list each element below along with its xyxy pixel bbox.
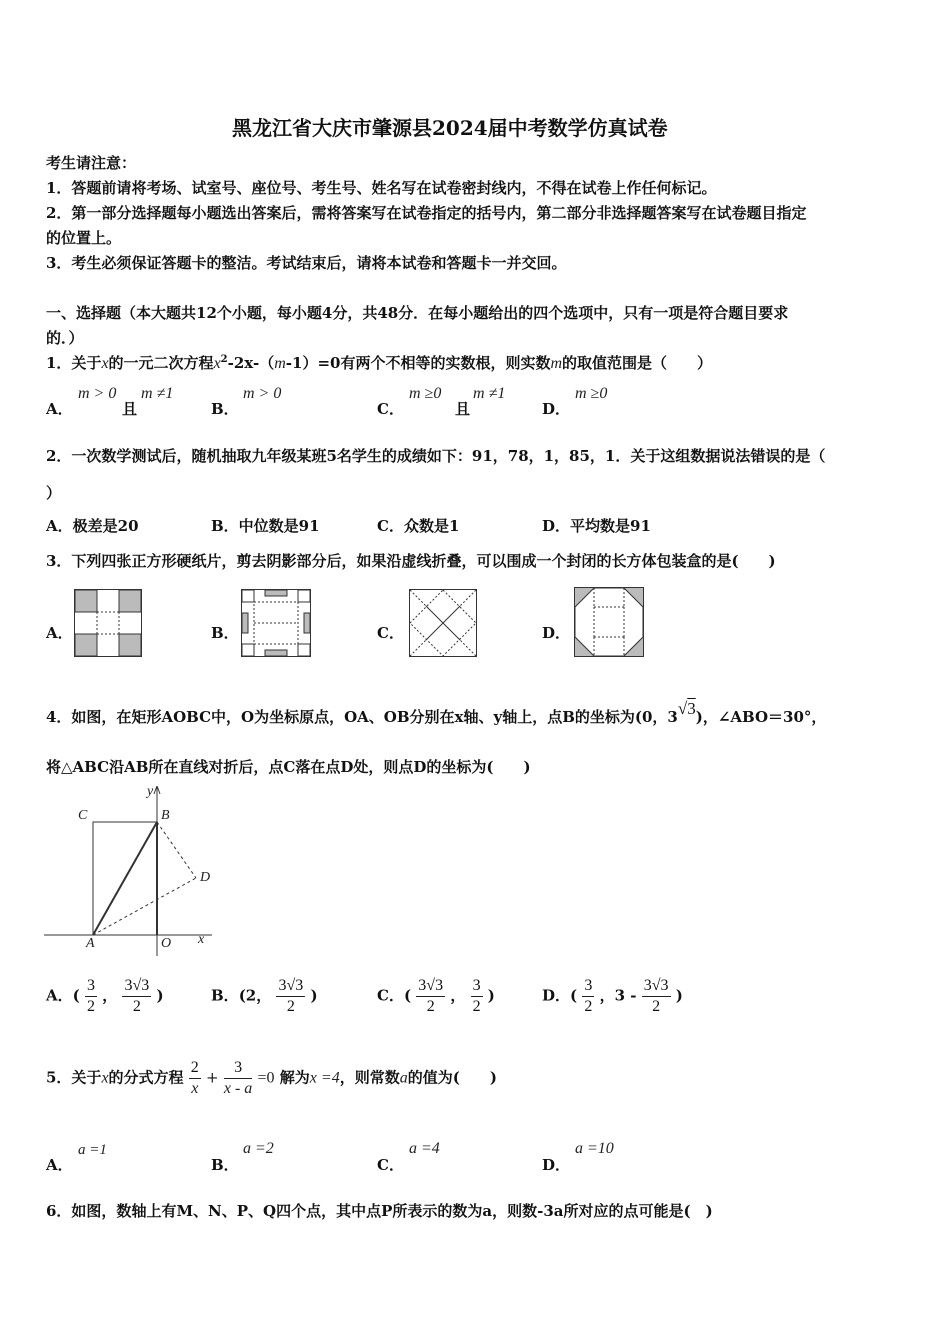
q5-option-d-math: a =10 <box>575 1140 614 1157</box>
notice-item: 的位置上。 <box>46 229 122 247</box>
question-4-stem-cont: 将△ABC沿AB所在直线对折后，点C落在点D处，则点D的坐标为( ) <box>46 758 531 776</box>
label-point-o: O <box>161 936 172 951</box>
q5-option-d[interactable]: D． <box>542 1156 571 1174</box>
label-axis-y: y <box>147 784 154 799</box>
q1-option-b[interactable]: B． <box>211 400 239 418</box>
q2-option-b[interactable]: B．中位数是91 <box>211 517 320 535</box>
section-heading-cont: 的．） <box>46 329 84 347</box>
label-point-b: B <box>161 808 170 823</box>
q3-option-b[interactable]: B． <box>211 624 239 642</box>
q4-option-c[interactable]: C．( $\frac{3√3}{2}$ ， $\frac{3}{2}$ ) <box>377 977 495 1015</box>
q5-option-b-math: a =2 <box>243 1140 274 1157</box>
q1-option-a-math2: m ≠1 <box>141 385 174 402</box>
q3-figure-d <box>574 587 644 657</box>
section-heading: 一、选择题（本大题共12个小题，每小题4分，共48分．在每小题给出的四个选项中，只有一项是符合题目要求 <box>46 304 789 322</box>
q5-option-a-math: a =1 <box>78 1142 107 1158</box>
q2-option-a[interactable]: A．极差是20 <box>46 517 139 535</box>
q4-figure <box>44 786 224 958</box>
q4-option-d[interactable]: D．( $\frac{3}{2}$ ，3 - $\frac{3√3}{2}$ ) <box>542 977 683 1015</box>
question-4-stem: 4．如图，在矩形AOBC中，O为坐标原点，OA、OB分别在x轴、y轴上，点B的坐标为(0，3√3)，∠ABO＝30°， <box>46 699 827 726</box>
question-2-stem-cont: ） <box>46 484 62 502</box>
q5-option-c[interactable]: C． <box>377 1156 404 1174</box>
q5-option-b[interactable]: B． <box>211 1156 239 1174</box>
q1-option-a[interactable]: A． <box>46 400 73 418</box>
q1-option-c[interactable]: C． <box>377 400 404 418</box>
q1-option-d-math: m ≥0 <box>575 385 608 402</box>
notice-item: 2．第一部分选择题每小题选出答案后，需将答案写在试卷指定的括号内，第二部分非选择题答案写在试卷题目指定 <box>46 204 807 222</box>
q3-option-a[interactable]: A． <box>46 624 73 642</box>
q5-option-a[interactable]: A． <box>46 1156 73 1174</box>
q1-option-c-join: 且 <box>455 400 471 418</box>
notice-item: 3．考生必须保证答题卡的整洁。考试结束后，请将本试卷和答题卡一并交回。 <box>46 254 567 272</box>
page-title: 黑龙江省大庆市肇源县2024届中考数学仿真试卷 <box>232 116 668 140</box>
q1-option-d[interactable]: D． <box>542 400 571 418</box>
label-point-d: D <box>200 870 211 885</box>
q2-option-d[interactable]: D．平均数是91 <box>542 517 651 535</box>
question-2-stem: 2．一次数学测试后，随机抽取九年级某班5名学生的成绩如下：91，78，1，85，1．关于这组数据说法错误的是（ <box>46 447 826 465</box>
q3-figure-a <box>74 589 142 657</box>
question-1-stem: 1．关于x的一元二次方程$x^2-2x-(m-1)=0$有两个不相等的实数根，则实数m的取值范围是（ ） <box>46 354 713 372</box>
q4-option-b[interactable]: B．(2， $\frac{3√3}{2}$ ) <box>211 977 318 1015</box>
q2-option-c[interactable]: C．众数是1 <box>377 517 460 535</box>
q3-figure-b <box>241 589 311 657</box>
sqrt-radicand: 3 <box>687 699 696 718</box>
q3-option-c[interactable]: C． <box>377 624 404 642</box>
q1-option-c-math: m ≥0 <box>409 385 442 402</box>
label-point-a: A <box>86 936 95 951</box>
question-6-stem: 6．如图，数轴上有M、N、P、Q四个点，其中点P所表示的数为a，则数-3a所对应的点可能是( ) <box>46 1202 713 1220</box>
question-5-stem: 5．关于x的分式方程 $\frac{2}{x}$ + $\frac{3}{x - a}$ =0 解为x =4，则常数a的值为( ) <box>46 1059 497 1097</box>
notice-heading: 考生请注意： <box>46 154 137 172</box>
q1-option-a-math: m > 0 <box>78 385 117 402</box>
q1-option-b-math: m > 0 <box>243 385 282 402</box>
notice-item: 1．答题前请将考场、试室号、座位号、考生号、姓名写在试卷密封线内，不得在试卷上作任何标记。 <box>46 179 717 197</box>
label-point-c: C <box>78 808 88 823</box>
question-3-stem: 3．下列四张正方形硬纸片，剪去阴影部分后，如果沿虚线折叠，可以围成一个封闭的长方体包装盒的是( ) <box>46 552 776 570</box>
q3-option-d[interactable]: D． <box>542 624 571 642</box>
label-axis-x: x <box>198 932 205 947</box>
q1-option-a-join: 且 <box>122 400 138 418</box>
q5-option-c-math: a =4 <box>409 1140 440 1157</box>
q4-option-a[interactable]: A．( $\frac{3}{2}$ ， $\frac{3√3}{2}$ ) <box>46 977 164 1015</box>
q1-option-c-math2: m ≠1 <box>473 385 506 402</box>
q3-figure-c <box>409 589 477 657</box>
